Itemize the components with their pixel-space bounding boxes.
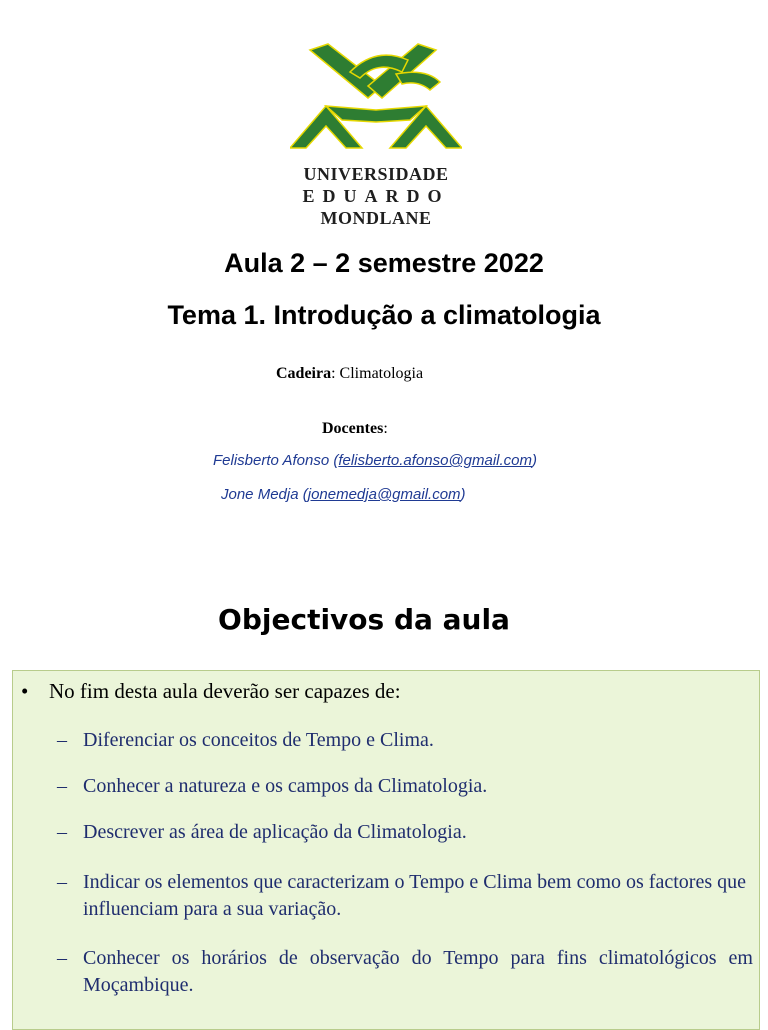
dash-bullet-icon: – bbox=[57, 871, 67, 893]
teachers-label-suffix: : bbox=[383, 420, 388, 437]
teacher-email-link[interactable]: felisberto.afonso@gmail.com bbox=[338, 452, 532, 469]
dash-bullet-icon: – bbox=[57, 775, 67, 797]
teacher-name: Felisberto Afonso bbox=[213, 452, 330, 469]
course-info bbox=[276, 365, 423, 383]
university-logo bbox=[276, 38, 476, 230]
logo-emblem bbox=[290, 38, 462, 160]
objective-item bbox=[57, 773, 753, 800]
teachers-heading bbox=[322, 420, 388, 438]
teacher-name: Jone Medja bbox=[221, 486, 299, 503]
objective-text: Indicar os elementos que caracterizam o Tempo e Clima bem como os factores que influenciam para a sua variação. bbox=[83, 871, 746, 920]
objective-text: Conhecer a natureza e os campos da Climatologia. bbox=[83, 775, 488, 797]
logo-text-line3: MONDLANE bbox=[320, 208, 432, 228]
objective-item bbox=[57, 727, 753, 754]
teacher-entry: Felisberto Afonso (felisberto.afonso@gmail.com) bbox=[213, 452, 537, 469]
logo-text-line2: EDUARDO bbox=[302, 186, 450, 206]
objective-text: Conhecer os horários de observação do Tempo para fins climatológicos em Moçambique. bbox=[83, 947, 753, 996]
bullet-icon: • bbox=[21, 679, 29, 703]
teacher-email-link[interactable]: jonemedja@gmail.com bbox=[307, 486, 461, 503]
dash-bullet-icon: – bbox=[57, 947, 67, 969]
course-value: : Climatologia bbox=[331, 365, 424, 382]
teachers-label: Docentes bbox=[322, 420, 384, 437]
dash-bullet-icon: – bbox=[57, 729, 67, 751]
teacher-entry: Jone Medja (jonemedja@gmail.com) bbox=[221, 486, 466, 503]
logo-text-line1: UNIVERSIDADE bbox=[303, 164, 449, 184]
objective-item bbox=[57, 819, 753, 846]
objective-text: Diferenciar os conceitos de Tempo e Clima. bbox=[83, 729, 434, 751]
lecture-title: Aula 2 – 2 semestre 2022 bbox=[224, 248, 544, 278]
objectives-intro-text: No fim desta aula deverão ser capazes de: bbox=[49, 679, 401, 703]
dash-bullet-icon: – bbox=[57, 821, 67, 843]
objectives-heading: Objectivos da aula bbox=[218, 603, 510, 636]
objective-item bbox=[57, 869, 753, 923]
topic-title: Tema 1. Introdução a climatologia bbox=[167, 300, 601, 330]
course-label: Cadeira bbox=[276, 365, 332, 382]
objective-text: Descrever as área de aplicação da Climatologia. bbox=[83, 821, 467, 843]
objectives-intro bbox=[21, 679, 401, 704]
objectives-box bbox=[12, 670, 760, 1030]
objective-item bbox=[57, 945, 753, 999]
